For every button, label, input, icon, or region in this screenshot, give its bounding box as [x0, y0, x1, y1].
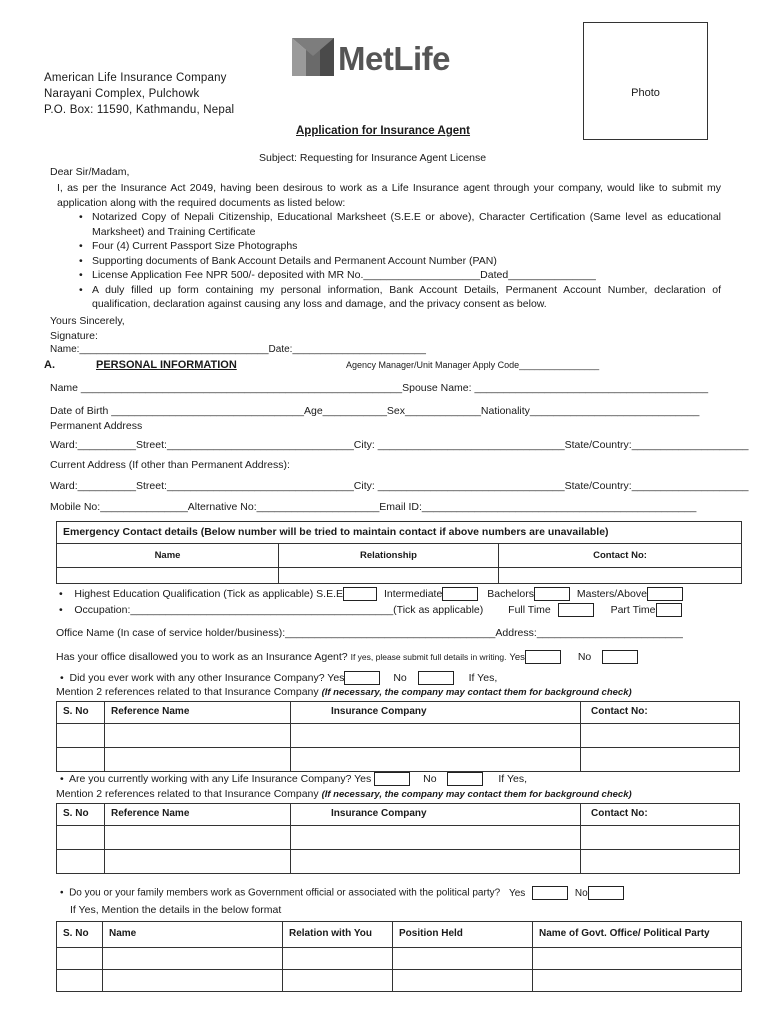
table-cell[interactable]	[291, 748, 581, 772]
table-cell[interactable]	[105, 850, 291, 874]
see-checkbox[interactable]	[343, 587, 377, 601]
government-yes-checkbox[interactable]	[532, 886, 568, 900]
list-item: • License Application Fee NPR 500/- deposited with MR No.____________________Dated_______________	[76, 268, 721, 283]
signature-field[interactable]: Signature:	[50, 330, 98, 342]
column-header: Reference Name	[105, 702, 291, 724]
table-cell[interactable]	[57, 948, 103, 970]
permanent-address-label: Permanent Address	[50, 420, 143, 432]
mobile-field[interactable]: Mobile No:_______________Alternative No:_____________________Email ID:_______________________________________________	[50, 501, 697, 513]
table-cell[interactable]	[103, 948, 283, 970]
table-cell[interactable]	[57, 748, 105, 772]
occupation-field[interactable]: Occupation:_____________________________________________(Tick as applicable)	[74, 603, 484, 616]
current-company-row	[60, 772, 527, 786]
mention-label: Mention 2 references related to that Insurance Company	[56, 686, 319, 698]
table-cell[interactable]	[57, 850, 105, 874]
disallowed-yes-checkbox[interactable]	[525, 650, 561, 664]
column-header: Contact No:	[581, 804, 740, 826]
other-company-question: Did you ever work with any other Insurance Company? Yes	[69, 671, 345, 684]
company-address	[44, 70, 234, 118]
column-header: Insurance Company	[291, 702, 581, 724]
bullet-icon: •	[60, 772, 67, 785]
emergency-heading: Emergency Contact details (Below number will be tried to maintain contact if above numbers are unavailable)	[57, 522, 742, 544]
column-header: Relationship	[279, 544, 499, 568]
table-cell[interactable]	[533, 948, 742, 970]
no-label: No	[423, 772, 437, 785]
current-no-checkbox[interactable]	[447, 772, 483, 786]
table-cell[interactable]	[499, 568, 742, 584]
column-header: Position Held	[393, 922, 533, 948]
column-header: Contact No:	[499, 544, 742, 568]
emergency-table	[56, 521, 742, 584]
permanent-address-field[interactable]: Ward:__________Street:________________________________City: ________________________________State/Country:____________________	[50, 439, 749, 451]
column-header: Insurance Company	[291, 804, 581, 826]
table-cell[interactable]	[105, 826, 291, 850]
government-table	[56, 921, 742, 992]
table-cell[interactable]	[291, 850, 581, 874]
office-field[interactable]: Office Name (In case of service holder/business):____________________________________Address:_________________________	[56, 627, 683, 639]
table-cell[interactable]	[105, 724, 291, 748]
table-row	[57, 724, 740, 748]
metlife-logo-icon	[292, 36, 334, 76]
current-company-question: Are you currently working with any Life Insurance Company? Yes	[68, 772, 372, 785]
table-cell[interactable]	[533, 970, 742, 992]
no-label: No	[574, 887, 588, 899]
mention-label: Mention 2 references related to that Insurance Company	[56, 788, 319, 800]
closing: Yours Sincerely,	[50, 315, 125, 327]
masters-checkbox[interactable]	[647, 587, 683, 601]
part-time-checkbox[interactable]	[656, 603, 682, 617]
documents-list	[76, 210, 721, 312]
company-name: American Life Insurance Company	[44, 72, 227, 84]
table-cell[interactable]	[393, 970, 533, 992]
table-row	[57, 568, 742, 584]
intermediate-checkbox[interactable]	[442, 587, 478, 601]
logo-text: MetLife	[338, 40, 450, 77]
occupation-row	[59, 603, 682, 617]
disallowed-row	[56, 650, 638, 664]
other-no-checkbox[interactable]	[418, 671, 454, 685]
column-header: Relation with You	[283, 922, 393, 948]
column-header: S. No	[57, 922, 103, 948]
table-row	[57, 748, 740, 772]
column-header: Reference Name	[105, 804, 291, 826]
yes-label: Yes	[508, 887, 526, 899]
section-letter: A.	[44, 359, 55, 371]
table-cell[interactable]	[105, 748, 291, 772]
table-cell[interactable]	[581, 826, 740, 850]
current-company-table	[56, 803, 740, 874]
table-row	[57, 948, 742, 970]
current-address-label: Current Address (If other than Permanent Address):	[50, 459, 290, 471]
table-row	[57, 850, 740, 874]
table-cell[interactable]	[291, 724, 581, 748]
other-company-table	[56, 701, 740, 772]
bullet-icon: •	[60, 887, 67, 899]
if-yes-label: If Yes,	[498, 772, 527, 785]
table-cell[interactable]	[57, 724, 105, 748]
no-label: No	[393, 671, 407, 684]
table-row	[57, 970, 742, 992]
bullet-icon: •	[59, 603, 72, 616]
table-cell[interactable]	[57, 826, 105, 850]
government-no-checkbox[interactable]	[588, 886, 624, 900]
bachelors-checkbox[interactable]	[534, 587, 570, 601]
name-date-field[interactable]: Name:__________________________________Date:________________________	[50, 344, 426, 355]
name-spouse-field[interactable]: Name _______________________________________________________Spouse Name: ________________________________________	[50, 382, 709, 394]
government-question: Do you or your family members work as Government official or associated with the political party?	[69, 887, 501, 899]
bullet-icon: •	[60, 671, 67, 684]
no-label: No	[577, 650, 592, 663]
table-cell[interactable]	[581, 850, 740, 874]
subject-line: Subject: Requesting for Insurance Agent License	[259, 152, 487, 164]
disallowed-question: Has your office disallowed you to work as an Insurance Agent?	[56, 650, 348, 663]
option-label: Part Time	[610, 603, 656, 616]
column-header: S. No	[57, 702, 105, 724]
list-item: • Notarized Copy of Nepali Citizenship, Educational Marksheet (S.E.E or above), Character Certification (Same level as educational Marksheet) and Training Certificate	[76, 210, 721, 239]
dob-field[interactable]: Date of Birth _________________________________Age___________Sex_____________Nationality_____________________________	[50, 405, 700, 417]
form-title: Application for Insurance Agent	[296, 125, 471, 137]
photo-box	[583, 22, 708, 140]
disallowed-no-checkbox[interactable]	[602, 650, 638, 664]
if-yes-label: If Yes,	[468, 671, 498, 684]
company-pobox: P.O. Box: 11590, Kathmandu, Nepal	[44, 104, 235, 116]
option-label: Intermediate	[383, 587, 443, 600]
table-cell[interactable]	[393, 948, 533, 970]
column-header: S. No	[57, 804, 105, 826]
table-cell[interactable]	[581, 724, 740, 748]
yes-label: Yes	[509, 651, 525, 663]
column-header: Name	[103, 922, 283, 948]
mention-note: (If necessary, the company may contact them for background check)	[321, 789, 632, 800]
list-item: • A duly filled up form containing my personal information, Bank Account Details, Permanent Account Number, declaration of qualification, declaration against causing any loss and damage, and the privacy consent as below.	[76, 283, 721, 312]
column-header: Contact No:	[581, 702, 740, 724]
other-mention-row	[56, 686, 632, 699]
current-mention-row	[56, 788, 632, 801]
full-time-checkbox[interactable]	[558, 603, 594, 617]
education-label: Highest Education Qualification (Tick as applicable) S.E.E	[74, 587, 344, 600]
table-cell[interactable]	[283, 970, 393, 992]
column-header: Name	[57, 544, 279, 568]
table-row	[57, 826, 740, 850]
section-title: PERSONAL INFORMATION	[96, 359, 237, 371]
other-yes-checkbox[interactable]	[344, 671, 380, 685]
letter-intro: I, as per the Insurance Act 2049, having been desirous to work as a Life Insurance agent through your company, would like to submit my application along with the required documents as listed below:	[57, 182, 721, 209]
disallowed-note: If yes, please submit full details in writing.	[350, 651, 507, 662]
table-cell[interactable]	[283, 948, 393, 970]
salutation: Dear Sir/Madam,	[50, 166, 130, 178]
mention-note: (If necessary, the company may contact them for background check)	[321, 687, 632, 698]
list-item: • Four (4) Current Passport Size Photographs	[76, 239, 721, 254]
table-cell[interactable]	[291, 826, 581, 850]
table-cell[interactable]	[57, 568, 279, 584]
table-cell[interactable]	[279, 568, 499, 584]
table-cell[interactable]	[581, 748, 740, 772]
bullet-icon: •	[59, 587, 72, 600]
government-row	[60, 886, 624, 900]
photo-label: Photo	[631, 87, 660, 99]
company-street: Narayani Complex, Pulchowk	[44, 88, 200, 100]
current-address-field[interactable]: Ward:__________Street:________________________________City: ________________________________State/Country:____________________	[50, 480, 749, 492]
option-label: Bachelors	[487, 587, 534, 600]
option-label: Masters/Above	[576, 587, 647, 600]
option-label: Full Time	[508, 603, 551, 616]
apply-code-field[interactable]: Agency Manager/Unit Manager Apply Code________________	[346, 360, 600, 370]
government-format-note: If Yes, Mention the details in the below format	[70, 904, 282, 916]
other-company-row	[60, 671, 497, 685]
column-header: Name of Govt. Office/ Political Party	[533, 922, 742, 948]
table-cell[interactable]	[57, 970, 103, 992]
table-cell[interactable]	[103, 970, 283, 992]
current-yes-checkbox[interactable]	[374, 772, 410, 786]
list-item: • Supporting documents of Bank Account Details and Permanent Account Number (PAN)	[76, 254, 721, 269]
education-row	[59, 587, 683, 601]
